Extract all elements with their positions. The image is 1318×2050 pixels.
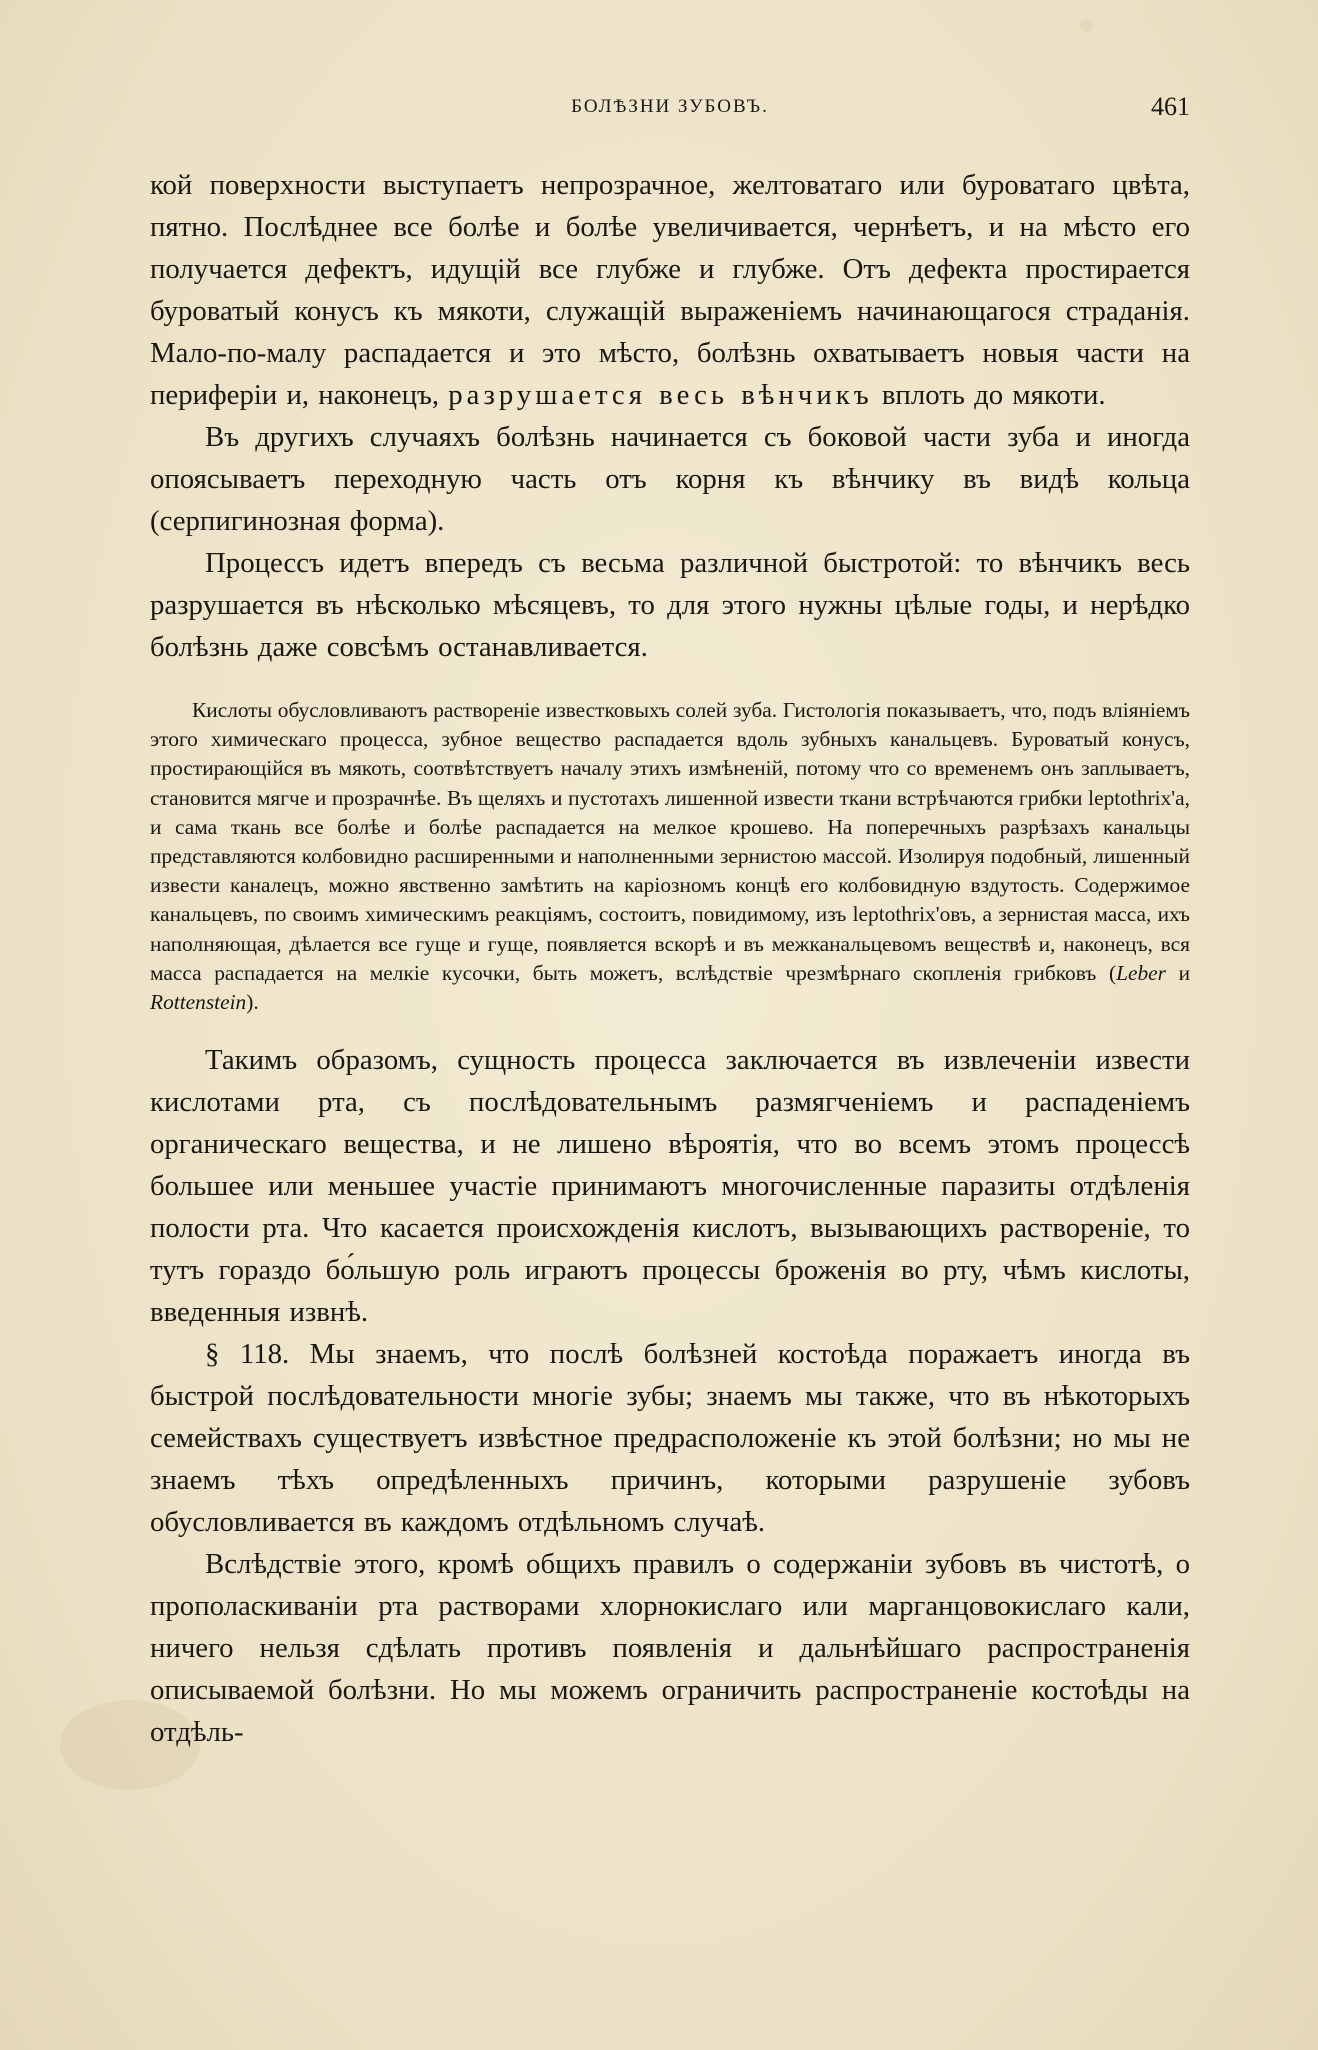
running-head [150, 92, 1190, 130]
small-print-paragraph [150, 696, 1190, 1017]
main-text [150, 164, 1190, 1753]
paragraph-1-end: вплоть до мякоти. [881, 379, 1106, 411]
page-number: 461 [1151, 92, 1190, 121]
paragraph-2: Въ другихъ случаяхъ болѣзнь начинается съ боковой части зуба и иногда опоясываетъ переходную часть отъ корня къ вѣнчику въ видѣ кольца (серпигинозная форма). [150, 421, 1190, 537]
author-rottenstein: Rottenstein [150, 990, 247, 1015]
small-print-close: ). [246, 990, 259, 1015]
paragraph-1-spaced-text: разрушается весь вѣнчикъ [448, 379, 873, 411]
paragraph-6: Вслѣдствіе этого, кромѣ общихъ правилъ о содержаніи зубовъ въ чистотѣ, о прополаскиваніи рта растворами хлорнокислаго или марганцовокислаго кали, ничего нельзя сдѣлать противъ появленія и дальнѣйшаго распространенія описываемой болѣзни. Но мы можемъ ограничить распространеніе костоѣды на отдѣль- [150, 1548, 1190, 1749]
paragraph-4: Такимъ образомъ, сущность процесса заключается въ извлеченіи извести кислотами рта, съ послѣдовательнымъ размягченіемъ и распаденіемъ органическаго вещества, и не лишено вѣроятія, что во всемъ этомъ процессѣ большее или меньшее участіе принимаютъ многочисленные паразиты отдѣленія полости рта. Что касается происхожденія кислотъ, вызывающихъ раствореніе, то тутъ гораздо бо́льшую роль играютъ процессы броженія во рту, чѣмъ кислоты, введенныя извнѣ. [150, 1044, 1190, 1329]
running-title: БОЛѢЗНИ ЗУБОВЪ. [571, 96, 769, 117]
paragraph-1-text: кой поверхности выступаетъ непрозрачное, желтоватаго или буроватаго цвѣта, пятно. Послѣднее все болѣе и болѣе увеличивается, чернѣетъ, и на мѣсто его получается дефектъ, идущій все глубже и глубже. Отъ дефекта простирается буроватый конусъ къ мякоти, служащій выраженіемъ начинающагося страданія. Мало-по-малу распадается и это мѣсто, болѣзнь охватываетъ новыя части на периферіи и, наконецъ, [150, 169, 1190, 411]
small-print-and: и [1165, 960, 1191, 985]
author-leber: Leber [1116, 960, 1166, 985]
paragraph-5: § 118. Мы знаемъ, что послѣ болѣзней костоѣда поражаетъ иногда въ быстрой послѣдовательности многіе зубы; знаемъ мы также, что въ нѣкоторыхъ семействахъ существуетъ извѣстное предрасположеніе къ этой болѣзни; но мы не знаемъ тѣхъ опредѣленныхъ причинъ, которыми разрушеніе зубовъ обусловливается въ каждомъ отдѣльномъ случаѣ. [150, 1338, 1190, 1539]
paragraph-3: Процессъ идетъ впередъ съ весьма различной быстротой: то вѣнчикъ весь разрушается въ нѣсколько мѣсяцевъ, то для этого нужны цѣлые годы, и нерѣдко болѣзнь даже совсѣмъ останавливается. [150, 547, 1190, 663]
paragraph-1 [150, 164, 1190, 416]
small-print-text: Кислоты обусловливаютъ раствореніе известковыхъ солей зуба. Гистологія показываетъ, что, подъ вліяніемъ этого химическаго процесса, зубное вещество распадается вдоль зубныхъ канальцевъ. Буроватый конусъ, простирающійся въ мякоть, соотвѣтствуетъ началу этихъ измѣненій, потому что со временемъ онъ заплываетъ, становится мягче и прозрачнѣе. Въ щеляхъ и пустотахъ лишенной извести ткани встрѣчаются грибки leptothrix'а, и сама ткань все болѣе и болѣе распадается на мелкое крошево. На поперечныхъ разрѣзахъ канальцы представляются колбовидно расширенными и наполненными зернистою массой. Изолируя подобный, лишенный извести каналецъ, можно явственно замѣтить на каріозномъ концѣ его колбовидную вздутость. Содержимое канальцевъ, по своимъ химическимъ реакціямъ, состоитъ, повидимому, изъ leptothrix'овъ, а зернистая масса, ихъ наполняющая, дѣлается все гуще и гуще, появляется вскорѣ и въ межканальцевомъ веществѣ и, наконецъ, вся масса распадается на мелкіе кусочки, быть можетъ, вслѣдствіе чрезмѣрнаго скопленія грибковъ ( [150, 698, 1190, 985]
paper-stain [1080, 20, 1092, 32]
